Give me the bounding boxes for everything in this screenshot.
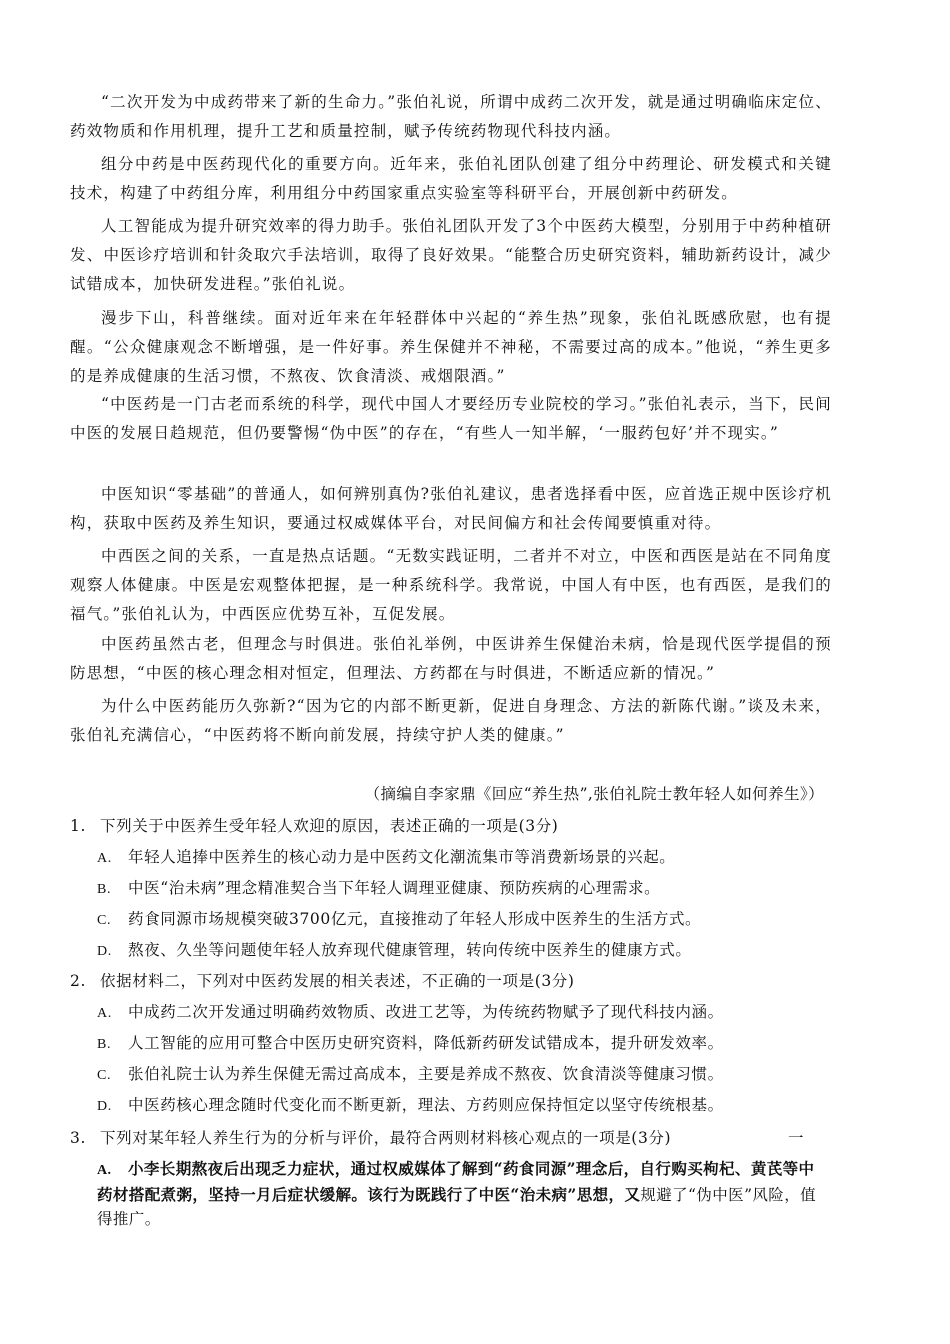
option-letter: D. — [97, 944, 112, 959]
option-text: 年轻人追捧中医养生的核心动力是中医药文化潮流集市等消费新场景的兴起。 — [128, 848, 676, 866]
paragraph: 漫步下山，科普继续。面对近年来在年轻群体中兴起的“养生热”现象，张伯礼既感欣慰，也有提醒。“公众健康观念不断增强，是一件好事。养生保健并不神秘，不需要过高的成本。”他说，“养生更多的是养成健康的生活习惯，不熬夜、饮食清淡、戒烟限酒。” — [70, 309, 832, 385]
q3-option-a[interactable] — [97, 1157, 827, 1231]
question-number: 1. — [70, 817, 86, 835]
q2-option-a[interactable] — [97, 1000, 827, 1026]
paragraph: 为什么中医药能历久弥新?“因为它的内部不断更新，促进自身理念、方法的新陈代谢。”谈及未来，张伯礼充满信心，“中医药将不断向前发展，持续守护人类的健康。” — [70, 697, 832, 744]
question-3 — [70, 1126, 770, 1150]
question-stem: 依据材料二，下列对中医药发展的相关表述，不正确的一项是(3分) — [100, 972, 575, 990]
q1-option-d[interactable] — [97, 938, 827, 964]
q2-option-b[interactable] — [97, 1031, 827, 1057]
option-letter: B. — [97, 882, 112, 897]
option-text: 人工智能的应用可整合中医历史研究资料，降低新药研发试错成本，提升研发效率。 — [128, 1034, 724, 1052]
q2-option-c[interactable] — [97, 1062, 827, 1088]
question-number: 2. — [70, 972, 86, 990]
q1-option-b[interactable] — [97, 876, 827, 902]
paragraph: 中医药虽然古老，但理念与时俱进。张伯礼举例，中医讲养生保健治未病，恰是现代医学提倡的预防思想，“中医的核心理念相对恒定，但理法、方药都在与时俱进，不断适应新的情况。” — [70, 635, 832, 682]
paragraph: “二次开发为中成药带来了新的生命力。”张伯礼说，所谓中成药二次开发，就是通过明确临床定位、药效物质和作用机理，提升工艺和质量控制，赋予传统药物现代科技内涵。 — [70, 93, 832, 140]
option-text: 药食同源市场规模突破3700亿元，直接推动了年轻人形成中医养生的生活方式。 — [128, 910, 702, 928]
option-text: 中医“治未病”理念精准契合当下年轻人调理亚健康、预防疾病的心理需求。 — [128, 879, 661, 897]
option-letter: A. — [97, 1006, 112, 1021]
paragraph: 中西医之间的关系，一直是热点话题。“无数实践证明，二者并不对立，中医和西医是站在不同角度观察人体健康。中医是宏观整体把握，是一种系统科学。我常说，中国人有中医，也有西医，是我们的福气。”张伯礼认为，中西医应优势互补，互促发展。 — [70, 547, 832, 623]
question-stem: 下列对某年轻人养生行为的分析与评价，最符合两则材料核心观点的一项是(3分) — [100, 1129, 672, 1147]
source-citation: （摘编自李家鼎《回应“养生热”,张伯礼院士教年轻人如何养生》） — [364, 785, 824, 803]
option-letter: C. — [97, 913, 112, 928]
option-letter: D. — [97, 1099, 112, 1114]
option-text: 熬夜、久坐等问题使年轻人放弃现代健康管理，转向传统中医养生的健康方式。 — [128, 941, 692, 959]
option-text: 中成药二次开发通过明确药效物质、改进工艺等，为传统药物赋予了现代科技内涵。 — [128, 1003, 724, 1021]
trailing-mark: 一 — [788, 1129, 804, 1147]
paragraph: 人工智能成为提升研究效率的得力助手。张伯礼团队开发了3个中医药大模型，分别用于中药种植研发、中医诊疗培训和针灸取穴手法培训，取得了良好效果。“能整合历史研究资料，辅助新药设计，减少试错成本，加快研发进程。”张伯礼说。 — [70, 217, 832, 293]
paragraph: 组分中药是中医药现代化的重要方向。近年来，张伯礼团队创建了组分中药理论、研发模式和关键技术，构建了中药组分库，利用组分中药国家重点实验室等科研平台，开展创新中药研发。 — [70, 155, 832, 202]
option-letter: B. — [97, 1037, 112, 1052]
question-stem: 下列关于中医养生受年轻人欢迎的原因，表述正确的一项是(3分) — [100, 817, 559, 835]
option-letter: A. — [97, 851, 112, 866]
option-text: 规避了“伪中医”风险，值得推广。 — [97, 1186, 816, 1228]
q2-option-d[interactable] — [97, 1093, 827, 1119]
q1-option-a[interactable] — [97, 845, 827, 871]
option-bold-text: 小李长期熬夜后出现乏力症状，通过权威媒体了解到“药食同源”理念后，自行购买枸杞、黄芪等中药材搭配煮粥，坚持一月后症状缓解。该行为既践行了中医“治未病”思想， — [97, 1159, 815, 1204]
question-number: 3. — [70, 1129, 86, 1147]
option-letter: C. — [97, 1068, 112, 1083]
paragraph: 中医知识“零基础”的普通人，如何辨别真伪?张伯礼建议，患者选择看中医，应首选正规中医诊疗机构，获取中医药及养生知识，要通过权威媒体平台，对民间偏方和社会传闻要慎重对待。 — [70, 485, 832, 532]
option-letter: A. — [97, 1163, 112, 1178]
question-2 — [70, 969, 830, 993]
question-1 — [70, 814, 830, 838]
option-text: 张伯礼院士认为养生保健无需过高成本，主要是养成不熬夜、饮食清淡等健康习惯。 — [128, 1065, 724, 1083]
option-text: 中医药核心理念随时代变化而不断更新，理法、方药则应保持恒定以坚守传统根基。 — [128, 1096, 724, 1114]
paragraph: “中医药是一门古老而系统的科学，现代中国人才要经历专业院校的学习。”张伯礼表示，当下，民间中医的发展日趋规范，但仍要警惕“伪中医”的存在，“有些人一知半解，‘一服药包好’并不现实。” — [70, 395, 832, 442]
option-bold-tail: 又 — [624, 1185, 641, 1204]
q1-option-c[interactable] — [97, 907, 827, 933]
